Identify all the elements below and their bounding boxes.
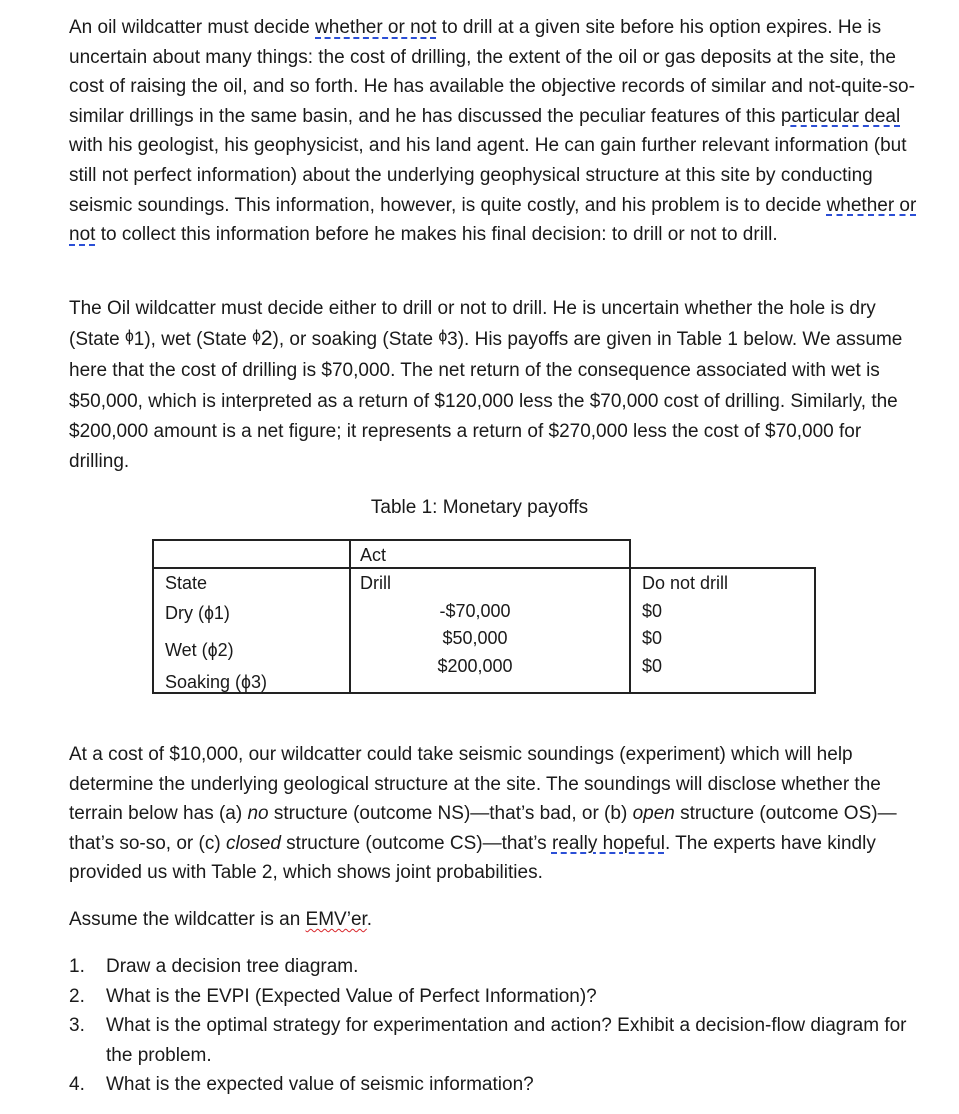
payoff-drill-dry: -$70,000 bbox=[439, 601, 511, 621]
no-drill-header: Do not drill bbox=[642, 573, 729, 593]
drill-header: Drill bbox=[360, 573, 391, 593]
phi-symbol: ɸ bbox=[252, 328, 261, 346]
phi-symbol: ɸ bbox=[438, 328, 448, 346]
act-header: Act bbox=[360, 545, 387, 565]
assumption-paragraph: Assume the wildcatter is an EMV’er. bbox=[69, 909, 373, 930]
question-list bbox=[69, 952, 919, 1100]
list-item: 1. Draw a decision tree diagram. bbox=[69, 956, 359, 977]
payoff-nodrill-dry: $0 bbox=[642, 601, 663, 621]
payoff-nodrill-wet: $0 bbox=[642, 628, 663, 648]
payoff-drill-soaking: $200,000 bbox=[437, 656, 513, 676]
phi-symbol: ɸ bbox=[124, 328, 134, 346]
states-paragraph: The Oil wildcatter must decide either to drill or not to drill. He is uncertain whether the hole is dry (State $^ɸ$1), wet (State $^ɸ$2), or soaking (State $^ɸ$3). His payoffs are given in Table 1 below. We assume here that the cost of drilling is $70,000. The net return of the consequence associated with wet is $50,000, which is interpreted as a return of $120,000 less the $70,000 cost of drilling. Similarly, the $200,000 amount is a net figure; it represents a return of $270,000 less the cost of $70,000 for drilling. bbox=[69, 298, 903, 473]
intro-paragraph: An oil wildcatter must decide whether or not to drill at a given site before his option expires. He is uncertain about many things: the cost of drilling, the extent of the oil or gas deposits at the site, the cost of raising the oil, and so forth. He has available the objective records of similar and not-quite-so-similar drillings in the same basin, and he has discussed the peculiar features of this particular deal with his geologist, his geophysicist, and his land agent. He can gain further relevant information (but still not perfect information) about the underlying geophysical structure at this site by conducting seismic soundings. This information, however, is quite costly, and his problem is to decide whether or not to collect this information before he makes his final decision: to drill or not to drill. bbox=[69, 17, 917, 246]
list-item: 2. What is the EVPI (Expected Value of Perfect Information)? bbox=[69, 985, 597, 1007]
state-wet: Wet (ɸ2) bbox=[165, 640, 234, 660]
list-item: 3. What is the optimal strategy for experimentation and action? Exhibit a decision-flow diagram for the problem. bbox=[69, 1015, 907, 1066]
seismic-paragraph: At a cost of $10,000, our wildcatter could take seismic soundings (experiment) which will help determine the underlying geological structure at the site. The soundings will disclose whether the terrain below has (a) no structure (outcome NS)—that’s bad, or (b) open structure (outcome OS)—that’s so-so, or (c) closed structure (outcome CS)—that’s really hopeful. The experts have kindly provided us with Table 2, which shows joint probabilities. bbox=[69, 744, 897, 884]
state-dry: Dry (ɸ1) bbox=[165, 603, 230, 623]
payoff-drill-wet: $50,000 bbox=[442, 628, 508, 648]
state-soaking: Soaking (ɸ3) bbox=[165, 672, 267, 692]
payoff-nodrill-soaking: $0 bbox=[642, 656, 663, 676]
list-item: 4. What is the expected value of seismic information? bbox=[69, 1074, 534, 1095]
grammar-flag[interactable]: whether or not bbox=[315, 17, 437, 38]
grammar-flag[interactable]: particular deal bbox=[780, 105, 901, 127]
grammar-flag[interactable]: really hopeful bbox=[551, 832, 665, 854]
table-caption: Table 1: Monetary payoffs bbox=[370, 497, 589, 518]
grammar-flag[interactable]: whether or not bbox=[69, 194, 917, 246]
state-header: State bbox=[165, 573, 208, 593]
spelling-flag[interactable]: EMV’er bbox=[305, 909, 367, 930]
